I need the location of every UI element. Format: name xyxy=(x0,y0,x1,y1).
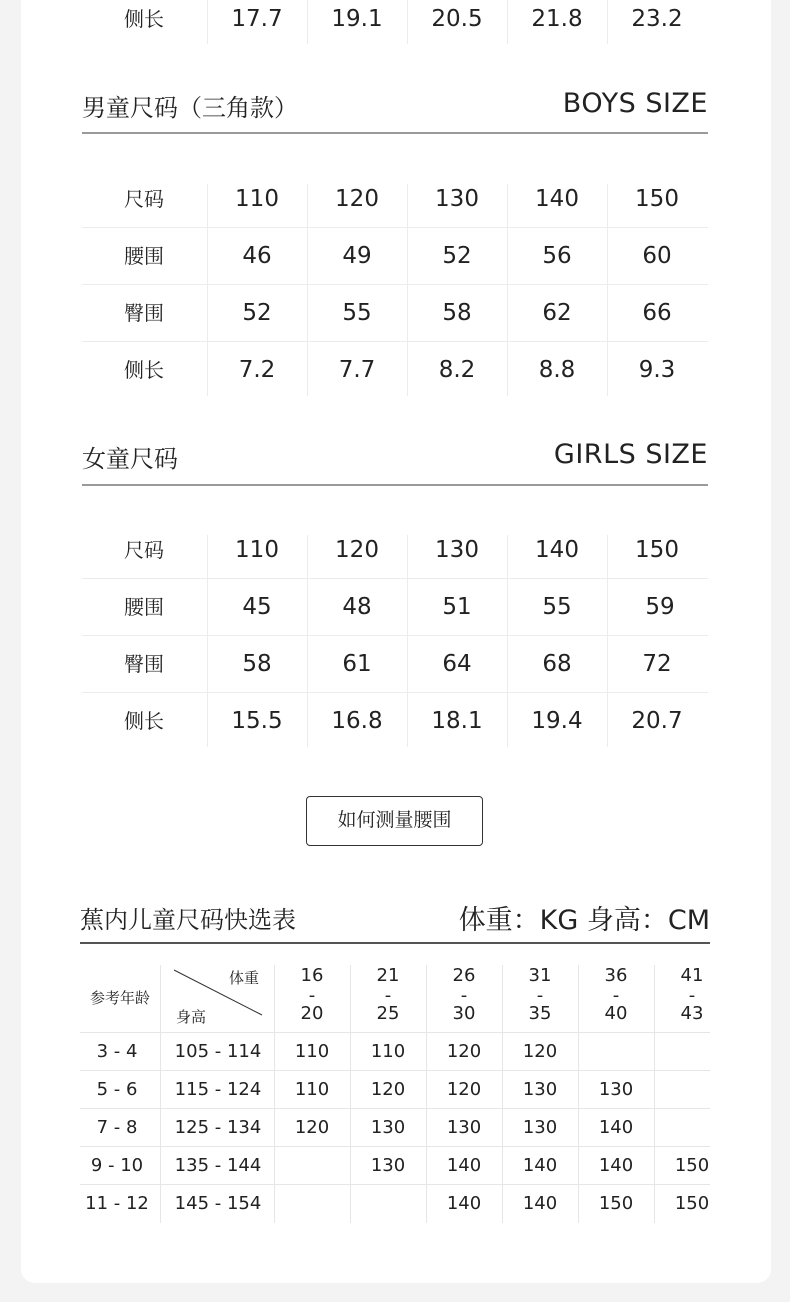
weight-to: 25 xyxy=(376,1003,400,1024)
section-divider xyxy=(80,942,710,944)
row-label: 尺码 xyxy=(124,538,164,562)
cell: 60 xyxy=(642,243,672,269)
size-cell: 120 xyxy=(446,1041,482,1062)
row-label: 臀围 xyxy=(124,301,164,325)
size-cell: 120 xyxy=(446,1079,482,1100)
weight-to: 40 xyxy=(604,1003,628,1024)
cell: 62 xyxy=(542,300,572,326)
cell: 110 xyxy=(235,537,279,563)
age-cell: 11 - 12 xyxy=(85,1193,149,1214)
cell: 56 xyxy=(542,243,572,269)
cell: 8.2 xyxy=(438,357,476,383)
cell: 15.5 xyxy=(231,708,283,734)
partial-row-side-length xyxy=(82,0,708,48)
girls-row-waist xyxy=(82,579,708,636)
size-cell: 150 xyxy=(674,1155,710,1176)
cell: 23.2 xyxy=(631,6,683,32)
section-divider xyxy=(82,484,708,486)
weight-from: 36 xyxy=(604,965,628,986)
range-dash: - xyxy=(612,985,620,1006)
girls-row-hip xyxy=(82,636,708,693)
cell: 49 xyxy=(342,243,372,269)
size-cell: 110 xyxy=(294,1041,330,1062)
how-to-measure-waist-button[interactable]: 如何测量腰围 xyxy=(306,796,483,846)
boys-section-title: 男童尺码（三角款） xyxy=(82,94,298,122)
cell: 16.8 xyxy=(331,708,383,734)
cell: 55 xyxy=(342,300,372,326)
cell: 17.7 xyxy=(231,6,283,32)
cell: 7.2 xyxy=(238,357,276,383)
girls-row-side-length xyxy=(82,693,708,750)
size-cell: 130 xyxy=(370,1155,406,1176)
height-cell: 145 - 154 xyxy=(174,1193,262,1214)
row-label: 侧长 xyxy=(124,7,164,31)
cell: 46 xyxy=(242,243,272,269)
range-dash: - xyxy=(536,985,544,1006)
size-cell: 120 xyxy=(294,1117,330,1138)
cell: 52 xyxy=(442,243,472,269)
row-divider xyxy=(80,1146,710,1147)
cell: 18.1 xyxy=(431,708,483,734)
cell: 140 xyxy=(535,186,579,212)
size-cell: 130 xyxy=(522,1117,558,1138)
size-cell: 150 xyxy=(598,1193,634,1214)
size-cell: 110 xyxy=(370,1041,406,1062)
size-cell: 120 xyxy=(522,1041,558,1062)
girls-section-title-en: GIRLS SIZE xyxy=(553,439,708,470)
boys-section-title-en: BOYS SIZE xyxy=(562,88,708,119)
cell: 68 xyxy=(542,651,572,677)
range-dash: - xyxy=(688,985,696,1006)
size-cell: 130 xyxy=(522,1079,558,1100)
weight-to: 43 xyxy=(680,1003,704,1024)
cell: 20.7 xyxy=(631,708,683,734)
weight-from: 21 xyxy=(376,965,400,986)
row-label: 腰围 xyxy=(124,595,164,619)
size-cell: 130 xyxy=(370,1117,406,1138)
cell: 130 xyxy=(435,537,479,563)
row-label: 侧长 xyxy=(124,709,164,733)
quick-table-units: 体重：KG 身高：CM xyxy=(458,905,710,936)
size-cell: 140 xyxy=(446,1193,482,1214)
cell: 45 xyxy=(242,594,272,620)
cell: 64 xyxy=(442,651,472,677)
boys-row-hip xyxy=(82,285,708,342)
cell: 55 xyxy=(542,594,572,620)
size-cell: 140 xyxy=(598,1117,634,1138)
range-dash: - xyxy=(460,985,468,1006)
row-label: 侧长 xyxy=(124,358,164,382)
weight-from: 31 xyxy=(528,965,552,986)
range-dash: - xyxy=(308,985,316,1006)
size-cell: 130 xyxy=(598,1079,634,1100)
weight-to: 30 xyxy=(452,1003,476,1024)
age-cell: 7 - 8 xyxy=(96,1117,138,1138)
weight-header: 体重 xyxy=(229,969,260,987)
weight-to: 35 xyxy=(528,1003,552,1024)
size-cell: 140 xyxy=(598,1155,634,1176)
cell: 48 xyxy=(342,594,372,620)
section-divider xyxy=(82,132,708,134)
girls-section-title: 女童尺码 xyxy=(82,445,178,473)
cell: 150 xyxy=(635,186,679,212)
cell: 140 xyxy=(535,537,579,563)
weight-to: 20 xyxy=(300,1003,324,1024)
boys-row-size xyxy=(82,171,708,228)
weight-from: 26 xyxy=(452,965,476,986)
row-label: 臀围 xyxy=(124,652,164,676)
size-cell: 130 xyxy=(446,1117,482,1138)
row-divider xyxy=(80,1032,710,1033)
cell: 110 xyxy=(235,186,279,212)
height-cell: 105 - 114 xyxy=(174,1041,262,1062)
cell: 8.8 xyxy=(538,357,576,383)
cell: 19.1 xyxy=(331,6,383,32)
cell: 7.7 xyxy=(338,357,376,383)
cell: 120 xyxy=(335,537,379,563)
height-header: 身高 xyxy=(176,1008,207,1026)
size-cell: 150 xyxy=(674,1193,710,1214)
cell: 19.4 xyxy=(531,708,583,734)
age-cell: 9 - 10 xyxy=(90,1155,144,1176)
age-header: 参考年龄 xyxy=(89,989,150,1007)
row-label: 尺码 xyxy=(124,187,164,211)
size-cell: 110 xyxy=(294,1079,330,1100)
row-divider xyxy=(80,1108,710,1109)
cell: 52 xyxy=(242,300,272,326)
row-divider xyxy=(80,1184,710,1185)
cell: 72 xyxy=(642,651,672,677)
size-cell: 140 xyxy=(446,1155,482,1176)
size-cell: 140 xyxy=(522,1155,558,1176)
quick-table-title: 蕉内儿童尺码快选表 xyxy=(80,906,296,934)
cell: 59 xyxy=(645,594,675,620)
height-cell: 135 - 144 xyxy=(174,1155,262,1176)
boys-row-waist xyxy=(82,228,708,285)
cell: 66 xyxy=(642,300,672,326)
cell: 20.5 xyxy=(431,6,483,32)
size-cell: 140 xyxy=(522,1193,558,1214)
height-cell: 115 - 124 xyxy=(174,1079,262,1100)
row-label: 腰围 xyxy=(124,244,164,268)
weight-from: 41 xyxy=(680,965,704,986)
cell: 150 xyxy=(635,537,679,563)
cell: 51 xyxy=(442,594,472,620)
age-cell: 3 - 4 xyxy=(96,1041,138,1062)
cell: 58 xyxy=(442,300,472,326)
cell: 130 xyxy=(435,186,479,212)
cell: 9.3 xyxy=(638,357,676,383)
girls-row-size xyxy=(82,522,708,579)
size-cell: 120 xyxy=(370,1079,406,1100)
cell: 21.8 xyxy=(531,6,583,32)
range-dash: - xyxy=(384,985,392,1006)
cell: 61 xyxy=(342,651,372,677)
row-divider xyxy=(80,1070,710,1071)
age-cell: 5 - 6 xyxy=(96,1079,138,1100)
cell: 58 xyxy=(242,651,272,677)
boys-row-side-length xyxy=(82,342,708,399)
cell: 120 xyxy=(335,186,379,212)
height-cell: 125 - 134 xyxy=(174,1117,262,1138)
weight-from: 16 xyxy=(300,965,324,986)
